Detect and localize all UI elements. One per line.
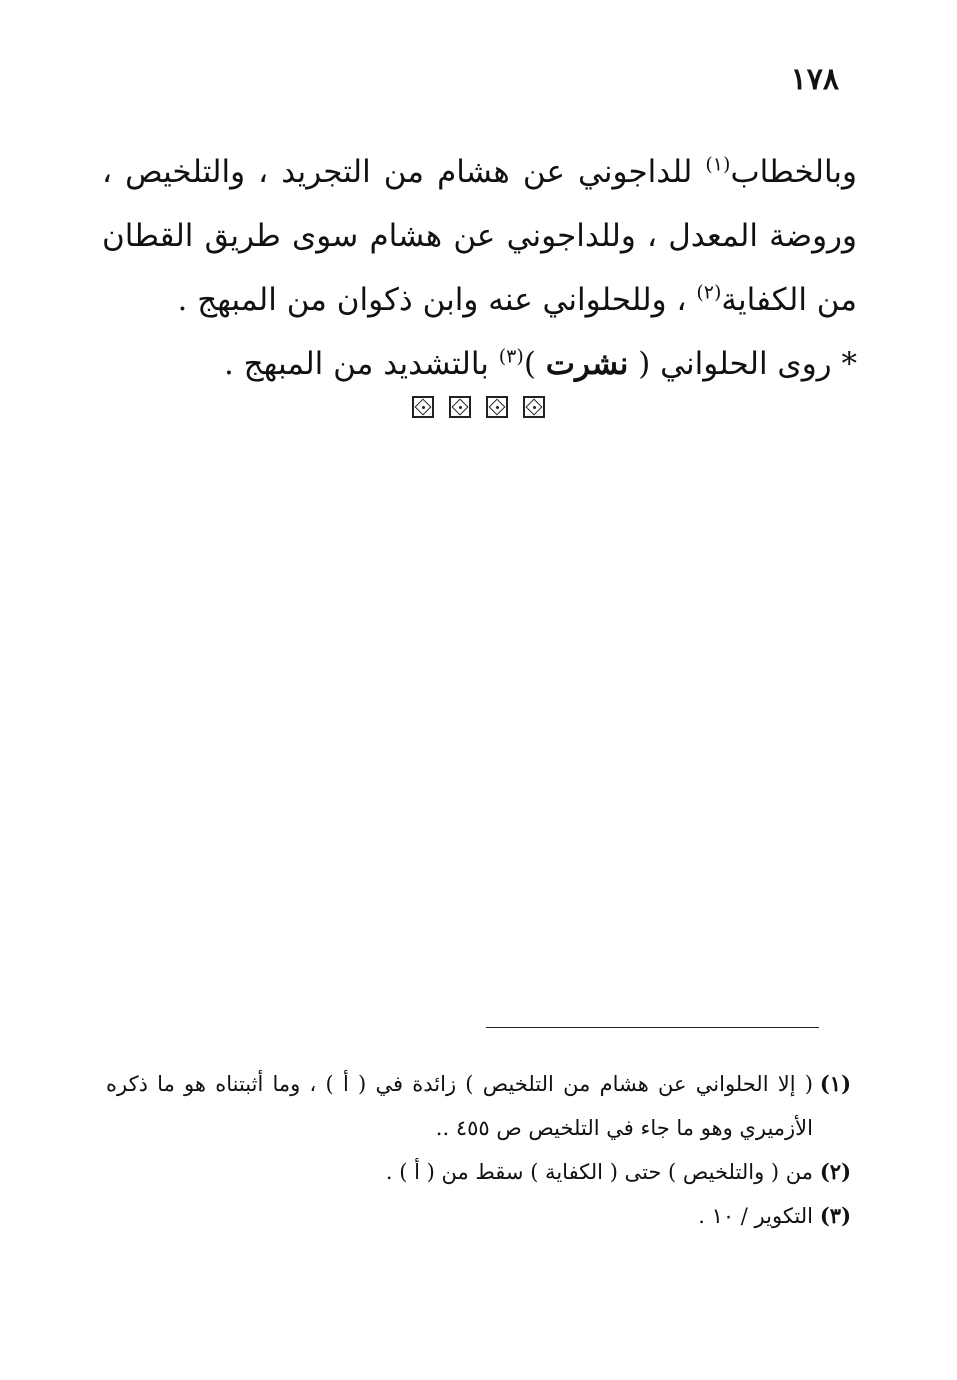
ornament-icon (486, 396, 508, 418)
footnote-3-number: (٣) (819, 1203, 851, 1228)
footnote-2 (106, 1150, 851, 1194)
footnote-1-number: (١) (819, 1071, 851, 1096)
footnote-ref-3: (٣) (498, 345, 524, 368)
footnote-1 (106, 1062, 851, 1150)
section-divider-ornaments (0, 396, 957, 418)
footnotes (106, 1062, 851, 1238)
footnote-3-text: التكوير / ١٠ . (698, 1204, 813, 1228)
main-text (102, 140, 857, 396)
ornament-icon (412, 396, 434, 418)
footnote-3 (106, 1194, 851, 1238)
ornament-icon (523, 396, 545, 418)
paragraph-1-part-2: للداجوني عن هشام من التجريد ، والتلخيص ، وروضة المعدل ، وللداجوني عن هشام سوى طريق القطان من الكفاية (102, 154, 857, 318)
footnote-1-text: ( إلا الحلواني عن هشام من التلخيص ) زائدة في ( أ ) ، وما أثبتناه هو ما ذكره الأزميري وهو ما جاء في التلخيص ص ٤٥٥ .. (106, 1072, 813, 1140)
quoted-word: نشرت (545, 346, 629, 382)
bullet-marker: * (831, 346, 857, 382)
paragraph-2-part-1: روى الحلواني ( (628, 346, 832, 382)
footnote-ref-1: (١) (705, 153, 731, 176)
paragraph-2-part-2: ) (523, 346, 546, 382)
paragraph-2-part-3: بالتشديد من المبهج . (223, 346, 499, 382)
paragraph-2 (102, 332, 857, 396)
paragraph-1 (102, 140, 857, 332)
footnote-2-text: من ( والتلخيص ) حتى ( الكفاية ) سقط من ( أ ) . (385, 1160, 813, 1184)
footnote-separator (486, 1027, 819, 1028)
page-number: ١٧٨ (790, 62, 839, 97)
paragraph-1-part-1: وبالخطاب (730, 154, 857, 190)
paragraph-1-part-3: ، وللحلواني عنه وابن ذكوان من المبهج . (177, 282, 697, 318)
ornament-icon (449, 396, 471, 418)
footnote-2-number: (٢) (819, 1159, 851, 1184)
footnote-ref-2: (٢) (696, 281, 722, 304)
